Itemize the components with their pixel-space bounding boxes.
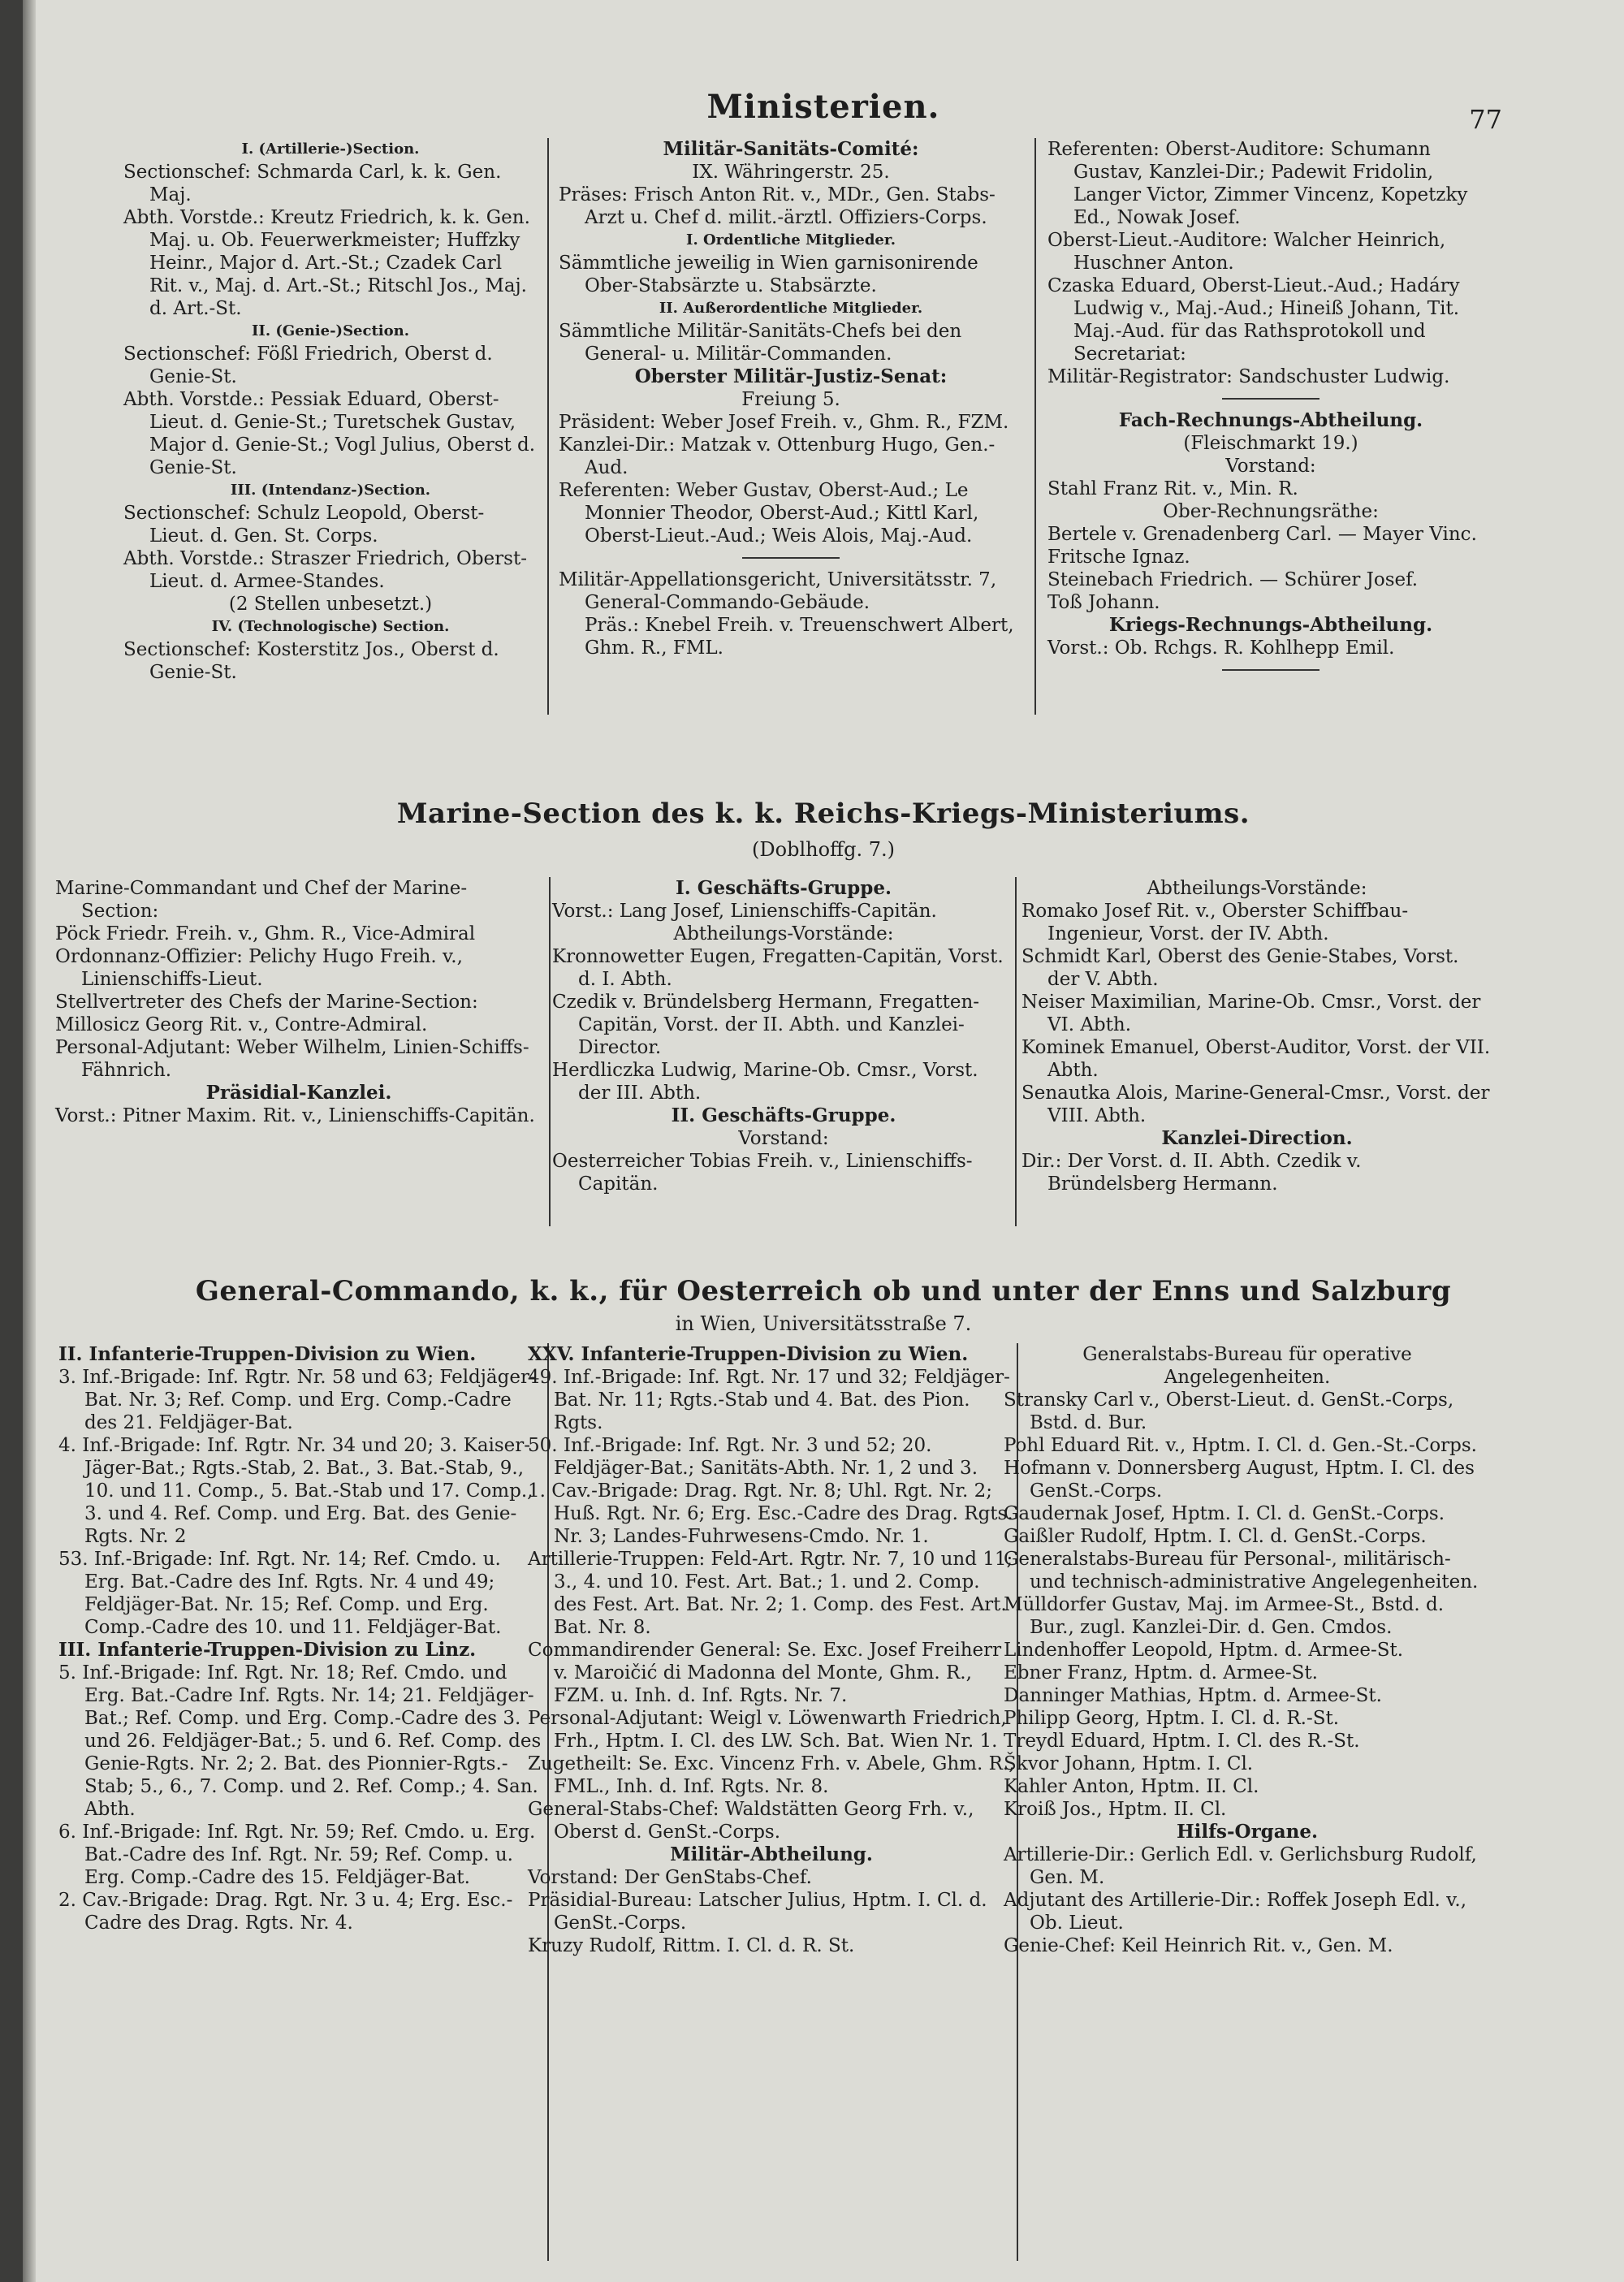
entry-text: Referenten: Oberst-Auditore: Schumann Gustav, Kanzlei-Dir.; Padewit Fridolin, Langer Victor, Zimmer Vincenz, Kopetzky Ed., Nowak Josef. (1047, 139, 1468, 228)
entry-text: Fritsche Ignaz. (1047, 547, 1190, 568)
entry-text: Vorstand: Der GenStabs-Chef. (528, 1867, 812, 1888)
section-heading: III. Infanterie-Truppen-Division zu Linz. (58, 1639, 477, 1661)
top-col3-blocks (1047, 138, 1494, 671)
general-column-3 (1004, 1343, 1491, 1957)
entry-text: Präs.: Knebel Freih. v. Treuenschwert Albert, Ghm. R., FML. (585, 615, 1014, 659)
top-column-3 (1047, 138, 1494, 681)
entry-text: 6. Inf.-Brigade: Inf. Rgt. Nr. 59; Ref. Cmdo. u. Erg. Bat.-Cadre des Inf. Rgt. Nr. 59; Ref. Comp. u. Erg. Comp.-Cadre des 15. Feldjäger-Bat. (58, 1822, 536, 1888)
entry-text: Stahl Franz Rit. v., Min. R. (1047, 478, 1298, 499)
marine-divider-2 (1015, 877, 1017, 1226)
entry-text: Genie-Chef: Keil Heinrich Rit. v., Gen. M. (1004, 1935, 1393, 1956)
entry-text: Vorst.: Pitner Maxim. Rit. v., Linienschiffs-Capitän. (55, 1105, 535, 1126)
entry-text: Generalstabs-Bureau für operative Angelegenheiten. (1082, 1344, 1412, 1388)
entry-text: Militär-Appellationsgericht, Universitätsstr. 7, General-Commando-Gebäude. (559, 569, 997, 613)
entry-text: Millosicz Georg Rit. v., Contre-Admiral. (55, 1014, 428, 1035)
entry-text: Philipp Georg, Hptm. I. Cl. d. R.-St. (1004, 1708, 1340, 1729)
entry-text: Treydl Eduard, Hptm. I. Cl. des R.-St. (1004, 1731, 1360, 1752)
entry-text: 1. Cav.-Brigade: Drag. Rgt. Nr. 8; Uhl. Rgt. Nr. 2; Huß. Rgt. Nr. 6; Erg. Esc.-Cadre des Drag. Rgts. Nr. 3; Landes-Fuhrwesens-Cmdo. Nr. 1. (528, 1480, 1013, 1547)
top-column-1 (123, 138, 538, 684)
section-heading: Präsidial-Kanzlei. (205, 1082, 392, 1104)
entry-text: Präsidial-Bureau: Latscher Julius, Hptm. I. Cl. d. GenSt.-Corps. (528, 1890, 987, 1934)
section-heading: Kriegs-Rechnungs-Abtheilung. (1108, 614, 1433, 636)
entry-text: Sämmtliche jeweilig in Wien garnisonirende Ober-Stabsärzte u. Stabsärzte. (559, 253, 978, 296)
top-divider-2 (1034, 138, 1036, 715)
entry-text: Dir.: Der Vorst. d. II. Abth. Czedik v. Bründelsberg Hermann. (1021, 1151, 1362, 1195)
entry-text: Czedik v. Bründelsberg Hermann, Fregatten-Capitän, Vorst. der II. Abth. und Kanzlei-Director. (552, 992, 980, 1058)
general-col2-blocks (528, 1343, 1015, 1957)
entry-text: Gaudernak Josef, Hptm. I. Cl. d. GenSt.-Corps. (1004, 1503, 1445, 1524)
entry-text: Marine-Commandant und Chef der Marine-Section: (55, 878, 468, 922)
marine-column-2 (552, 877, 1015, 1195)
top-col1-blocks (123, 138, 538, 684)
top-col2-blocks (559, 138, 1023, 659)
entry-text: Artillerie-Truppen: Feld-Art. Rgtr. Nr. 7, 10 und 11; 3., 4. und 10. Fest. Art. Bat.; 1. und 2. Comp. des Fest. Art. Bat. Nr. 2; 1. Comp. des Fest. Art. Bat. Nr. 8. (528, 1549, 1013, 1638)
entry-text: Abtheilungs-Vorstände: (673, 923, 894, 944)
entry-text: Kruzy Rudolf, Rittm. I. Cl. d. R. St. (528, 1935, 855, 1956)
entry-text: Militär-Registrator: Sandschuster Ludwig. (1047, 366, 1450, 387)
entry-text: Ordonnanz-Offizier: Pelichy Hugo Freih. v., Linienschiffs-Lieut. (55, 946, 463, 990)
separator-rule (1222, 398, 1320, 400)
entry-text: Senautka Alois, Marine-General-Cmsr., Vorst. der VIII. Abth. (1021, 1083, 1490, 1126)
page-header: Ministerien. (706, 88, 940, 126)
entry-text: General-Stabs-Chef: Waldstätten Georg Frh. v., Oberst d. GenSt.-Corps. (528, 1799, 974, 1843)
entry-text: Präses: Frisch Anton Rit. v., MDr., Gen. Stabs-Arzt u. Chef d. milit.-ärztl. Offiziers-Corps. (559, 184, 996, 228)
entry-text: Abtheilungs-Vorstände: (1147, 878, 1367, 899)
entry-text: Abth. Vorstde.: Straszer Friedrich, Oberst-Lieut. d. Armee-Standes. (123, 548, 527, 592)
entry-text: Personal-Adjutant: Weber Wilhelm, Linien-Schiffs-Fähnrich. (55, 1037, 529, 1081)
section-heading: Militär-Abtheilung. (670, 1843, 873, 1865)
entry-text: Personal-Adjutant: Weigl v. Löwenwarth Friedrich, Frh., Hptm. I. Cl. des LW. Sch. Bat. Wien Nr. 1. (528, 1708, 1007, 1752)
section-heading: Oberster Militär-Justiz-Senat: (634, 365, 948, 387)
entry-text: Neiser Maximilian, Marine-Ob. Cmsr., Vorst. der VI. Abth. (1021, 992, 1481, 1035)
entry-text: Oesterreicher Tobias Freih. v., Linienschiffs-Capitän. (552, 1151, 973, 1195)
entry-text: Generalstabs-Bureau für Personal-, militärisch- und technisch-administrative Angelegenheiten. (1004, 1549, 1479, 1593)
section-heading: IV. (Technologische) Section. (211, 618, 450, 635)
page-binding-edge (23, 0, 36, 2282)
entry-text: 53. Inf.-Brigade: Inf. Rgt. Nr. 14; Ref. Cmdo. u. Erg. Bat.-Cadre des Inf. Rgts. Nr. 4 und 49; Feldjäger-Bat. Nr. 15; Ref. Comp. und Erg. Comp.-Cadre des 10. und 11. Feldjäger-Bat. (58, 1549, 502, 1638)
section-heading: II. Außerordentliche Mitglieder. (659, 300, 923, 317)
top-divider-1 (547, 138, 549, 715)
entry-text: Toß Johann. (1047, 592, 1160, 613)
section-heading: Kanzlei-Direction. (1161, 1127, 1353, 1149)
entry-text: Oberst-Lieut.-Auditore: Walcher Heinrich, Huschner Anton. (1047, 230, 1446, 274)
section-heading: Militär-Sanitäts-Comité: (663, 138, 919, 160)
section-heading: I. Geschäfts-Gruppe. (676, 877, 892, 899)
section-heading: Hilfs-Organe. (1176, 1821, 1319, 1843)
entry-text: 49. Inf.-Brigade: Inf. Rgt. Nr. 17 und 32; Feldjäger-Bat. Nr. 11; Rgts.-Stab und 4. Bat. des Pion. Rgts. (528, 1367, 1010, 1433)
entry-text: Škvor Johann, Hptm. I. Cl. (1004, 1753, 1254, 1774)
entry-text: Herdliczka Ludwig, Marine-Ob. Cmsr., Vorst. der III. Abth. (552, 1060, 978, 1104)
entry-text: Bertele v. Grenadenberg Carl. — Mayer Vinc. (1047, 524, 1477, 545)
section-heading: II. (Genie-)Section. (251, 322, 409, 339)
separator-rule (742, 557, 840, 559)
general-commando-address: in Wien, Universitätsstraße 7. (675, 1312, 972, 1335)
marine-column-3 (1021, 877, 1492, 1195)
general-column-2 (528, 1343, 1015, 1957)
entry-text: Sectionschef: Kosterstitz Jos., Oberst d. Genie-St. (123, 639, 499, 683)
general-column-1 (58, 1343, 542, 1934)
entry-text: Abth. Vorstde.: Kreutz Friedrich, k. k. Gen. Maj. u. Ob. Feuerwerkmeister; Huffzky Heinr., Major d. Art.-St.; Czadek Carl Rit. v., Maj. d. Art.-St.; Ritschl Jos., Maj. d. Art.-St. (123, 207, 530, 319)
entry-text: Mülldorfer Gustav, Maj. im Armee-St., Bstd. d. Bur., zugl. Kanzlei-Dir. d. Gen. Cmdos. (1004, 1594, 1445, 1638)
separator-rule (1222, 669, 1320, 671)
section-heading: Fach-Rechnungs-Abtheilung. (1118, 409, 1423, 431)
entry-text: 50. Inf.-Brigade: Inf. Rgt. Nr. 3 und 52; 20. Feldjäger-Bat.; Sanitäts-Abth. Nr. 1, 2 und 3. (528, 1435, 978, 1479)
entry-text: Stellvertreter des Chefs der Marine-Section: (55, 992, 478, 1013)
general-commando-title: General-Commando, k. k., für Oesterreich ob und unter der Enns und Salzburg (195, 1275, 1452, 1307)
entry-text: Czaska Eduard, Oberst-Lieut.-Aud.; Hadáry Ludwig v., Maj.-Aud.; Hineiß Johann, Tit. Maj.-Aud. für das Rathsprotokoll und Secretariat: (1047, 275, 1460, 365)
entry-text: Präsident: Weber Josef Freih. v., Ghm. R., FZM. (559, 412, 1009, 433)
entry-text: Commandirender General: Se. Exc. Josef Freiherr v. Maroičić di Madonna del Monte, Ghm. R., FZM. u. Inh. d. Inf. Rgts. Nr. 7. (528, 1640, 1002, 1706)
entry-text: Artillerie-Dir.: Gerlich Edl. v. Gerlichsburg Rudolf, Gen. M. (1004, 1844, 1477, 1888)
entry-text: Sectionschef: Fößl Friedrich, Oberst d. Genie-St. (123, 344, 493, 387)
entry-text: Zugetheilt: Se. Exc. Vincenz Frh. v. Abele, Ghm. R., FML., Inh. d. Inf. Rgts. Nr. 8. (528, 1753, 1015, 1797)
marine-section-title: Marine-Section des k. k. Reichs-Kriegs-Ministeriums. (396, 797, 1250, 830)
entry-text: Vorst.: Lang Josef, Linienschiffs-Capitän. (552, 901, 937, 922)
entry-text: Pöck Friedr. Freih. v., Ghm. R., Vice-Admiral (55, 923, 476, 944)
entry-text: Kanzlei-Dir.: Matzak v. Ottenburg Hugo, Gen.-Aud. (559, 434, 996, 478)
entry-text: Abth. Vorstde.: Pessiak Eduard, Oberst-Lieut. d. Genie-St.; Turetschek Gustav, Major d. Genie-St.; Vogl Julius, Oberst d. Genie-St. (123, 389, 536, 478)
entry-text: Gaißler Rudolf, Hptm. I. Cl. d. GenSt.-Corps. (1004, 1526, 1427, 1547)
page-number: 77 (1469, 104, 1502, 135)
entry-text: Vorstand: (738, 1128, 829, 1149)
entry-text: Freiung 5. (741, 389, 840, 410)
entry-text: Adjutant des Artillerie-Dir.: Roffek Joseph Edl. v., Ob. Lieut. (1004, 1890, 1467, 1934)
entry-text: 4. Inf.-Brigade: Inf. Rgtr. Nr. 34 und 20; 3. Kaiser-Jäger-Bat.; Rgts.-Stab, 2. Bat., 3. Bat.-Stab, 9., 10. und 11. Comp., 5. Bat.-Stab und 17. Comp., 3. und 4. Ref. Comp. und Erg. Bat. des Genie-Rgts. Nr. 2 (58, 1435, 533, 1547)
entry-text: Vorst.: Ob. Rchgs. R. Kohlhepp Emil. (1047, 637, 1395, 659)
section-heading: XXV. Infanterie-Truppen-Division zu Wien. (528, 1343, 969, 1365)
marine-col2-blocks (552, 877, 1015, 1195)
section-heading: II. Infanterie-Truppen-Division zu Wien. (58, 1343, 477, 1365)
entry-text: Stransky Carl v., Oberst-Lieut. d. GenSt.-Corps, Bstd. d. Bur. (1004, 1390, 1454, 1433)
entry-text: Kahler Anton, Hptm. II. Cl. (1004, 1776, 1259, 1797)
marine-col1-blocks (55, 877, 542, 1127)
entry-text: Referenten: Weber Gustav, Oberst-Aud.; Le Monnier Theodor, Oberst-Aud.; Kittl Karl, Oberst-Lieut.-Aud.; Weis Alois, Maj.-Aud. (559, 480, 979, 547)
entry-text: 5. Inf.-Brigade: Inf. Rgt. Nr. 18; Ref. Cmdo. und Erg. Bat.-Cadre Inf. Rgts. Nr. 14; 21. Feldjäger-Bat.; Ref. Comp. und Erg. Comp.-Cadre des 3. und 26. Feldjäger-Bat.; 5. und 6. Ref. Comp. des Genie-Rgts. Nr. 2; 2. Bat. des Pionnier-Rgts.-Stab; 5., 6., 7. Comp. und 2. Ref. Comp.; 4. San. Abth. (58, 1662, 542, 1820)
section-heading: I. Ordentliche Mitglieder. (686, 231, 896, 249)
entry-text: (2 Stellen unbesetzt.) (228, 594, 433, 615)
entry-text: Vorstand: (1225, 456, 1316, 477)
general-col1-blocks (58, 1343, 542, 1934)
entry-text: Ober-Rechnungsräthe: (1163, 501, 1379, 522)
general-col3-blocks (1004, 1343, 1491, 1957)
entry-text: (Fleischmarkt 19.) (1183, 433, 1358, 454)
marine-divider-1 (549, 877, 551, 1226)
entry-text: Steinebach Friedrich. — Schürer Josef. (1047, 569, 1419, 590)
entry-text: Schmidt Karl, Oberst des Genie-Stabes, Vorst. der V. Abth. (1021, 946, 1459, 990)
document-page (23, 0, 1624, 2282)
entry-text: Kominek Emanuel, Oberst-Auditor, Vorst. der VII. Abth. (1021, 1037, 1491, 1081)
entry-text: Ebner Franz, Hptm. d. Armee-St. (1004, 1662, 1318, 1683)
marine-column-1 (55, 877, 542, 1127)
marine-section-address: (Doblhoffg. 7.) (752, 838, 895, 861)
entry-text: Hofmann v. Donnersberg August, Hptm. I. Cl. des GenSt.-Corps. (1004, 1458, 1475, 1502)
entry-text: 3. Inf.-Brigade: Inf. Rgtr. Nr. 58 und 63; Feldjäger-Bat. Nr. 3; Ref. Comp. und Erg. Comp.-Cadre des 21. Feldjäger-Bat. (58, 1367, 536, 1433)
entry-text: 2. Cav.-Brigade: Drag. Rgt. Nr. 3 u. 4; Erg. Esc.-Cadre des Drag. Rgts. Nr. 4. (58, 1890, 513, 1934)
section-heading: I. (Artillerie-)Section. (241, 140, 420, 158)
entry-text: Danninger Mathias, Hptm. d. Armee-St. (1004, 1685, 1382, 1706)
entry-text: Kroiß Jos., Hptm. II. Cl. (1004, 1799, 1227, 1820)
entry-text: Pohl Eduard Rit. v., Hptm. I. Cl. d. Gen.-St.-Corps. (1004, 1435, 1477, 1456)
section-heading: III. (Intendanz-)Section. (230, 482, 431, 499)
entry-text: Romako Josef Rit. v., Oberster Schiffbau-Ingenieur, Vorst. der IV. Abth. (1021, 901, 1409, 944)
entry-text: Sectionschef: Schulz Leopold, Oberst-Lieut. d. Gen. St. Corps. (123, 503, 485, 547)
entry-text: IX. Währingerstr. 25. (692, 162, 890, 183)
marine-col3-blocks (1021, 877, 1492, 1195)
entry-text: Sämmtliche Militär-Sanitäts-Chefs bei den General- u. Militär-Commanden. (559, 321, 962, 365)
entry-text: Sectionschef: Schmarda Carl, k. k. Gen. Maj. (123, 162, 502, 205)
entry-text: Lindenhoffer Leopold, Hptm. d. Armee-St. (1004, 1640, 1404, 1661)
top-column-2 (559, 138, 1023, 659)
section-heading: II. Geschäfts-Gruppe. (671, 1104, 896, 1126)
entry-text: Kronnowetter Eugen, Fregatten-Capitän, Vorst. d. I. Abth. (552, 946, 1004, 990)
